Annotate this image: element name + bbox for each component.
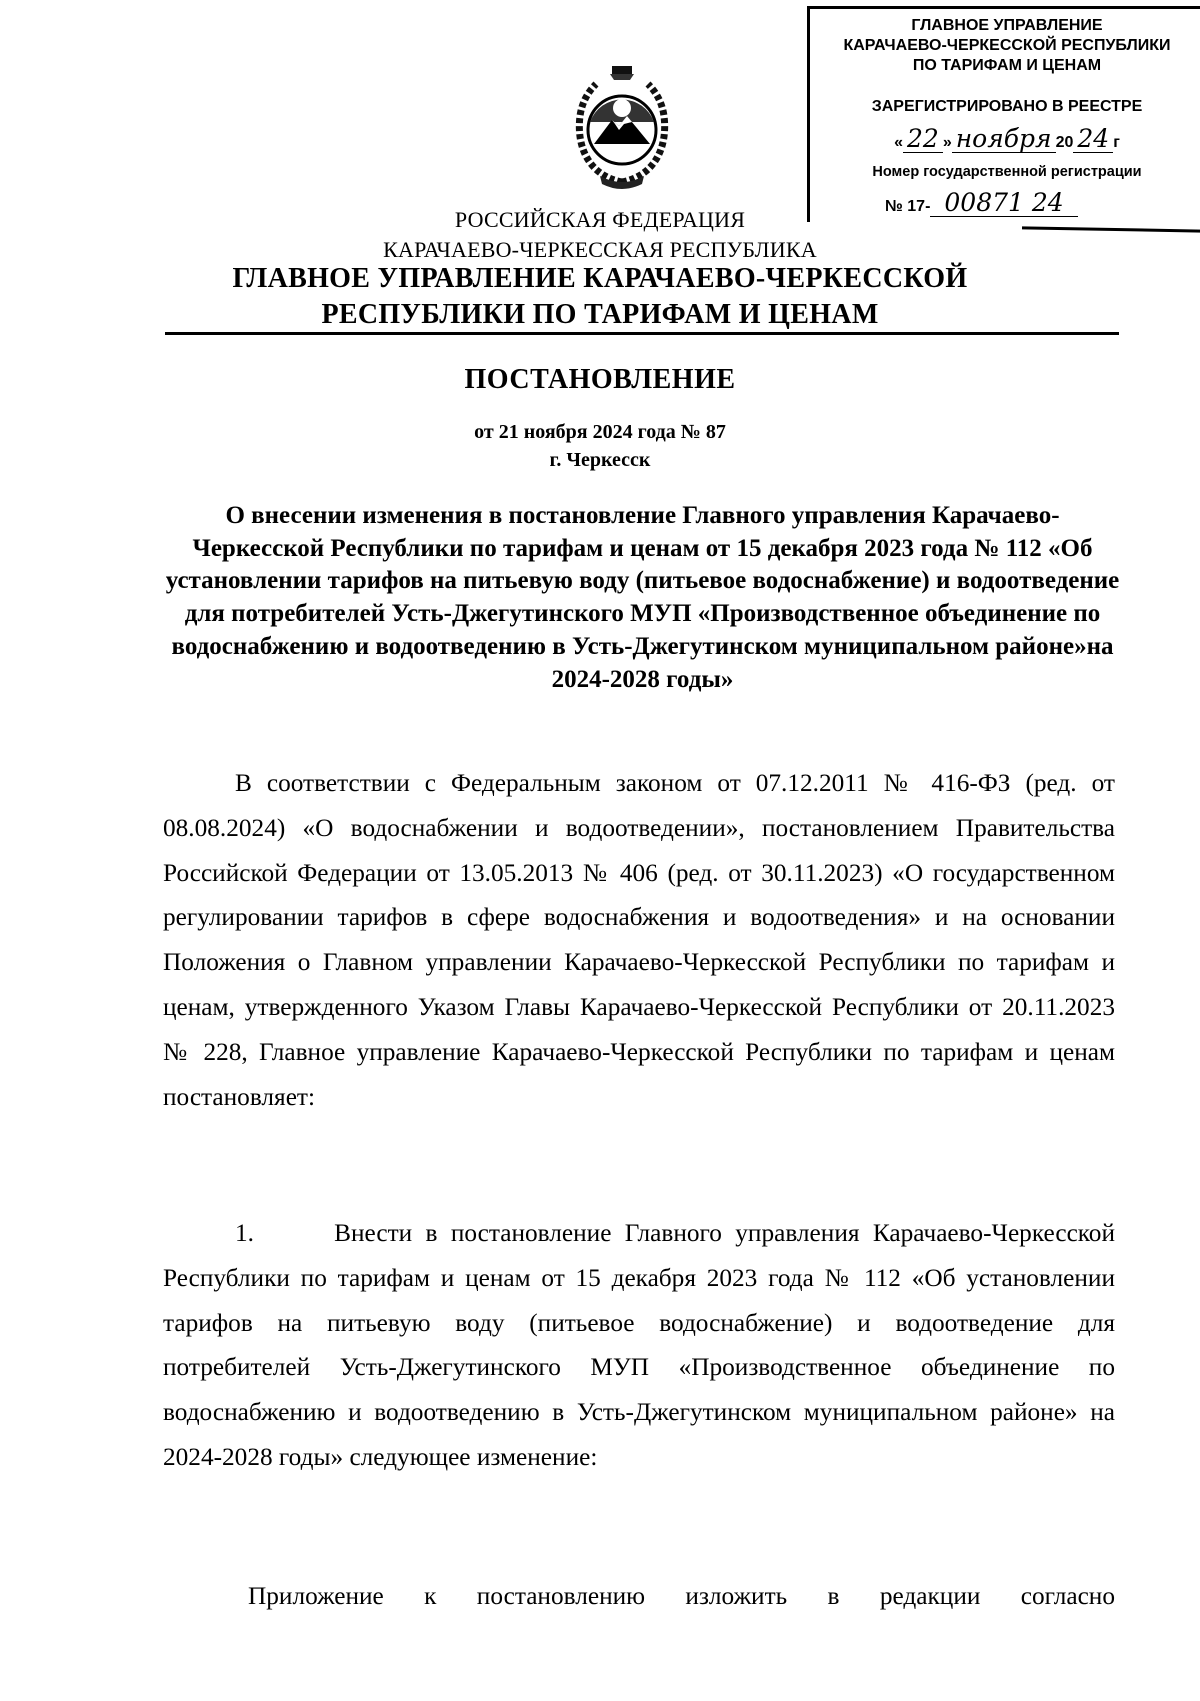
document-date-number: от 21 ноября 2024 года № 87 xyxy=(474,421,726,443)
stamp-agency-line-3: ПО ТАРИФАМ И ЦЕНАМ xyxy=(912,57,1102,74)
registration-stamp xyxy=(807,6,1200,228)
stamp-reg-number-value: 00871 24 xyxy=(930,190,1077,217)
country-name: РОССИЙСКАЯ ФЕДЕРАЦИЯ xyxy=(454,207,746,232)
agency-name-line-2: РЕСПУБЛИКИ ПО ТАРИФАМ И ЦЕНАМ xyxy=(321,299,879,330)
document-type: ПОСТАНОВЛЕНИЕ xyxy=(464,364,736,395)
stamp-registration-date: « 22 » ноября 20 24 г xyxy=(894,124,1120,153)
document-title: О внесении изменения в постановление Главного управления Карачаево-Черкесской Республики по тарифам и ценам от 15 декабря 2023 года № 112 «Об установлении тарифов на питьевую воду (питьевое водоснабжение) и водоотведение для потребителей Усть-Джегутинского МУП «Производственное объединение по водоснабжению и водоотведению в Усть-Джегутинском муниципальном районе»на 2024-2028 годы» xyxy=(165,502,1120,693)
stamp-agency-line-2: КАРАЧАЕВО-ЧЕРКЕССКОЙ РЕСПУБЛИКИ xyxy=(843,37,1171,54)
stamp-registered-label: ЗАРЕГИСТРИРОВАНО В РЕЕСТРЕ xyxy=(871,98,1143,115)
stamp-agency-line-1: ГЛАВНОЕ УПРАВЛЕНИЕ xyxy=(911,17,1103,34)
coat-of-arms-emblem xyxy=(572,64,672,194)
paragraph-item-1: 1. Внести в постановление Главного управления Карачаево-Черкесской Республики по тарифам и ценам от 15 декабря 2023 года № 112 «Об установлении тарифов на питьевую воду (питьевое водоснабжение) и водоотведение для потребителей Усть-Джегутинского МУП «Производственное объединение по водоснабжению и водоотведению в Усть-Джегутинском муниципальном районе» на 2024-2028 годы» следующее изменение: xyxy=(163,1219,1122,1471)
stamp-date-month: ноября xyxy=(952,126,1056,153)
paragraph-appendix: Приложение к постановлению изложить в редакции согласно xyxy=(248,1582,1115,1610)
stamp-border xyxy=(807,6,810,222)
header-divider xyxy=(165,332,1119,335)
stamp-date-day: 22 xyxy=(903,126,943,153)
stamp-border xyxy=(807,6,1200,9)
agency-name-line-1: ГЛАВНОЕ УПРАВЛЕНИЕ КАРАЧАЕВО-ЧЕРКЕССКОЙ xyxy=(232,263,968,294)
paragraph-preamble: В соответствии с Федеральным законом от 07.12.2011 № 416-ФЗ (ред. от 08.08.2024) «О водоснабжении и водоотведении», постановлением Правительства Российской Федерации от 13.05.2013 № 406 (ред. от 30.11.2023) «О государственном регулировании тарифов в сфере водоснабжения и водоотведения» и на основании Положения о Главном управлении Карачаево-Черкесской Республики по тарифам и ценам, утвержденного Указом Главы Карачаево-Черкесской Республики от 20.11.2023 № 228, Главное управление Карачаево-Черкесской Республики по тарифам и ценам постановляет: xyxy=(163,769,1115,1111)
republic-name: КАРАЧАЕВО-ЧЕРКЕССКАЯ РЕСПУБЛИКА xyxy=(383,237,817,262)
stamp-reg-prefix: № 17- xyxy=(885,198,931,215)
stamp-reg-number-label: Номер государственной регистрации xyxy=(872,164,1142,180)
stamp-date-year-suffix: 24 xyxy=(1073,126,1113,153)
stamp-date-suffix: г xyxy=(1113,134,1120,151)
stamp-date-year-prefix: 20 xyxy=(1055,134,1074,151)
document-city: г. Черкесск xyxy=(549,449,651,471)
